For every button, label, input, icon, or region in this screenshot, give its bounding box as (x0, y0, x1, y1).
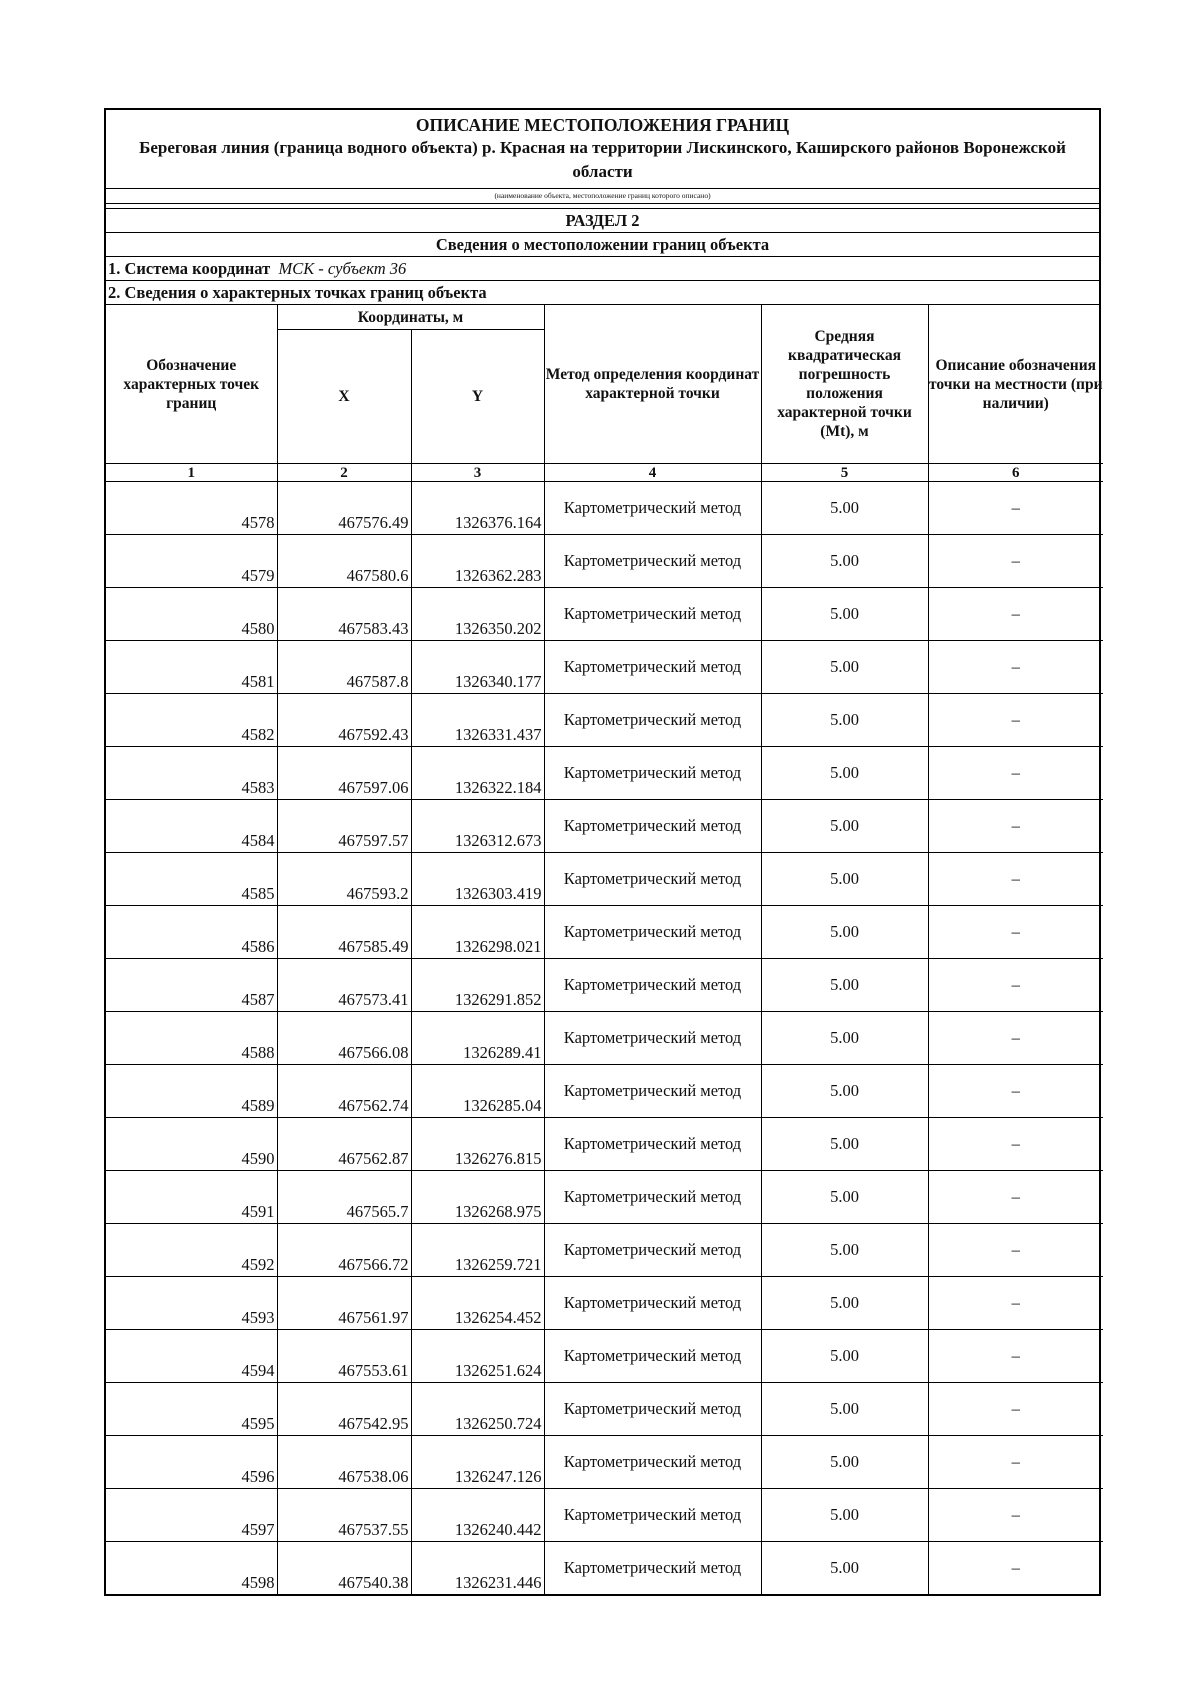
description-cell: – (928, 1012, 1103, 1065)
point-id-cell: 4597 (106, 1489, 277, 1542)
x-coordinate-cell: 467597.57 (277, 800, 411, 853)
error-cell: 5.00 (761, 800, 928, 853)
x-coordinate-cell: 467562.87 (277, 1118, 411, 1171)
y-coordinate-cell: 1326340.177 (411, 641, 544, 694)
y-coordinate-cell: 1326285.04 (411, 1065, 544, 1118)
header-x: X (277, 330, 411, 464)
y-coordinate-cell: 1326322.184 (411, 747, 544, 800)
table-row (106, 1330, 1103, 1383)
description-cell: – (928, 1277, 1103, 1330)
y-coordinate-cell: 1326240.442 (411, 1489, 544, 1542)
coordinate-system-row (106, 257, 1099, 281)
y-coordinate-cell: 1326362.283 (411, 535, 544, 588)
method-cell: Картометрический метод (544, 1065, 761, 1118)
error-cell: 5.00 (761, 1118, 928, 1171)
error-cell: 5.00 (761, 1489, 928, 1542)
method-cell: Картометрический метод (544, 906, 761, 959)
document-subtitle: Береговая линия (граница водного объекта) р. Красная на территории Лискинского, Каширского районов Воронежской области (139, 138, 1066, 181)
table-row (106, 853, 1103, 906)
point-id-cell: 4588 (106, 1012, 277, 1065)
point-id-cell: 4590 (106, 1118, 277, 1171)
description-cell: – (928, 1224, 1103, 1277)
points-table-body (106, 482, 1103, 1595)
method-cell: Картометрический метод (544, 1171, 761, 1224)
error-cell: 5.00 (761, 1330, 928, 1383)
method-cell: Картометрический метод (544, 1118, 761, 1171)
y-coordinate-cell: 1326289.41 (411, 1012, 544, 1065)
header-coordinates: Координаты, м (277, 305, 544, 330)
method-cell: Картометрический метод (544, 1542, 761, 1595)
table-row (106, 1542, 1103, 1595)
error-cell: 5.00 (761, 1065, 928, 1118)
error-cell: 5.00 (761, 959, 928, 1012)
header-mean-square-error: Средняя квадратическая погрешность положения характерной точки (Mt), м (761, 305, 928, 464)
description-cell: – (928, 1330, 1103, 1383)
x-coordinate-cell: 467587.8 (277, 641, 411, 694)
method-cell: Картометрический метод (544, 482, 761, 535)
y-coordinate-cell: 1326298.021 (411, 906, 544, 959)
boundary-description-document (104, 108, 1101, 1596)
point-id-cell: 4595 (106, 1383, 277, 1436)
point-id-cell: 4594 (106, 1330, 277, 1383)
table-row (106, 1065, 1103, 1118)
description-cell: – (928, 1383, 1103, 1436)
x-coordinate-cell: 467583.43 (277, 588, 411, 641)
method-cell: Картометрический метод (544, 694, 761, 747)
x-coordinate-cell: 467576.49 (277, 482, 411, 535)
table-row (106, 1012, 1103, 1065)
description-cell: – (928, 906, 1103, 959)
method-cell: Картометрический метод (544, 535, 761, 588)
method-cell: Картометрический метод (544, 1224, 761, 1277)
table-row (106, 694, 1103, 747)
point-id-cell: 4584 (106, 800, 277, 853)
description-cell: – (928, 800, 1103, 853)
table-row (106, 588, 1103, 641)
method-cell: Картометрический метод (544, 1383, 761, 1436)
error-cell: 5.00 (761, 1012, 928, 1065)
point-id-cell: 4586 (106, 906, 277, 959)
y-coordinate-cell: 1326276.815 (411, 1118, 544, 1171)
table-row (106, 906, 1103, 959)
x-coordinate-cell: 467593.2 (277, 853, 411, 906)
point-id-cell: 4593 (106, 1277, 277, 1330)
error-cell: 5.00 (761, 535, 928, 588)
header-point-designation: Обозначение характерных точек границ (106, 305, 277, 464)
table-row (106, 1383, 1103, 1436)
x-coordinate-cell: 467565.7 (277, 1171, 411, 1224)
error-cell: 5.00 (761, 588, 928, 641)
description-cell: – (928, 588, 1103, 641)
column-numbers-row (106, 464, 1103, 482)
point-id-cell: 4598 (106, 1542, 277, 1595)
point-id-cell: 4582 (106, 694, 277, 747)
x-coordinate-cell: 467562.74 (277, 1065, 411, 1118)
document-header (106, 110, 1099, 189)
table-row (106, 747, 1103, 800)
table-row (106, 1171, 1103, 1224)
header-method: Метод определения координат характерной точки (544, 305, 761, 464)
y-coordinate-cell: 1326250.724 (411, 1383, 544, 1436)
y-coordinate-cell: 1326251.624 (411, 1330, 544, 1383)
method-cell: Картометрический метод (544, 800, 761, 853)
table-row (106, 482, 1103, 535)
header-point-description: Описание обозначения точки на местности (при наличии) (928, 305, 1103, 464)
table-row (106, 641, 1103, 694)
description-cell: – (928, 1065, 1103, 1118)
method-cell: Картометрический метод (544, 1436, 761, 1489)
method-cell: Картометрический метод (544, 1489, 761, 1542)
description-cell: – (928, 747, 1103, 800)
x-coordinate-cell: 467597.06 (277, 747, 411, 800)
y-coordinate-cell: 1326350.202 (411, 588, 544, 641)
x-coordinate-cell: 467566.08 (277, 1012, 411, 1065)
description-cell: – (928, 694, 1103, 747)
object-caption: (наименование объекта, местоположение границ которого описано) (106, 189, 1099, 204)
column-number: 3 (411, 464, 544, 482)
column-number: 4 (544, 464, 761, 482)
point-id-cell: 4587 (106, 959, 277, 1012)
error-cell: 5.00 (761, 853, 928, 906)
column-number: 2 (277, 464, 411, 482)
y-coordinate-cell: 1326254.452 (411, 1277, 544, 1330)
point-id-cell: 4581 (106, 641, 277, 694)
point-id-cell: 4592 (106, 1224, 277, 1277)
error-cell: 5.00 (761, 906, 928, 959)
method-cell: Картометрический метод (544, 853, 761, 906)
x-coordinate-cell: 467537.55 (277, 1489, 411, 1542)
error-cell: 5.00 (761, 1171, 928, 1224)
coordinate-system-value: МСК - субъект 36 (278, 259, 407, 278)
description-cell: – (928, 1171, 1103, 1224)
x-coordinate-cell: 467540.38 (277, 1542, 411, 1595)
description-cell: – (928, 535, 1103, 588)
point-id-cell: 4589 (106, 1065, 277, 1118)
description-cell: – (928, 853, 1103, 906)
point-id-cell: 4578 (106, 482, 277, 535)
x-coordinate-cell: 467553.61 (277, 1330, 411, 1383)
table-row (106, 1489, 1103, 1542)
coordinate-system-label: 1. Система координат (108, 259, 271, 278)
table-row (106, 1118, 1103, 1171)
x-coordinate-cell: 467585.49 (277, 906, 411, 959)
y-coordinate-cell: 1326259.721 (411, 1224, 544, 1277)
y-coordinate-cell: 1326376.164 (411, 482, 544, 535)
x-coordinate-cell: 467580.6 (277, 535, 411, 588)
point-id-cell: 4591 (106, 1171, 277, 1224)
section-title: Сведения о местоположении границ объекта (106, 233, 1099, 257)
point-id-cell: 4583 (106, 747, 277, 800)
points-heading: 2. Сведения о характерных точках границ объекта (106, 281, 1099, 305)
error-cell: 5.00 (761, 1277, 928, 1330)
header-y: Y (411, 330, 544, 464)
y-coordinate-cell: 1326291.852 (411, 959, 544, 1012)
method-cell: Картометрический метод (544, 1277, 761, 1330)
error-cell: 5.00 (761, 694, 928, 747)
table-row (106, 535, 1103, 588)
y-coordinate-cell: 1326268.975 (411, 1171, 544, 1224)
point-id-cell: 4596 (106, 1436, 277, 1489)
section-number: РАЗДЕЛ 2 (106, 209, 1099, 233)
x-coordinate-cell: 467542.95 (277, 1383, 411, 1436)
description-cell: – (928, 1436, 1103, 1489)
point-id-cell: 4580 (106, 588, 277, 641)
x-coordinate-cell: 467561.97 (277, 1277, 411, 1330)
column-number: 1 (106, 464, 277, 482)
x-coordinate-cell: 467592.43 (277, 694, 411, 747)
y-coordinate-cell: 1326331.437 (411, 694, 544, 747)
table-row (106, 1436, 1103, 1489)
x-coordinate-cell: 467566.72 (277, 1224, 411, 1277)
method-cell: Картометрический метод (544, 959, 761, 1012)
column-number: 5 (761, 464, 928, 482)
table-row (106, 800, 1103, 853)
y-coordinate-cell: 1326303.419 (411, 853, 544, 906)
method-cell: Картометрический метод (544, 641, 761, 694)
description-cell: – (928, 482, 1103, 535)
error-cell: 5.00 (761, 641, 928, 694)
points-table (106, 305, 1103, 1594)
y-coordinate-cell: 1326247.126 (411, 1436, 544, 1489)
y-coordinate-cell: 1326312.673 (411, 800, 544, 853)
description-cell: – (928, 1489, 1103, 1542)
table-row (106, 1224, 1103, 1277)
error-cell: 5.00 (761, 482, 928, 535)
point-id-cell: 4585 (106, 853, 277, 906)
description-cell: – (928, 641, 1103, 694)
x-coordinate-cell: 467573.41 (277, 959, 411, 1012)
header-row (106, 305, 1103, 330)
table-row (106, 959, 1103, 1012)
method-cell: Картометрический метод (544, 1330, 761, 1383)
method-cell: Картометрический метод (544, 588, 761, 641)
y-coordinate-cell: 1326231.446 (411, 1542, 544, 1595)
document-title: ОПИСАНИЕ МЕСТОПОЛОЖЕНИЯ ГРАНИЦ (415, 115, 790, 135)
description-cell: – (928, 959, 1103, 1012)
x-coordinate-cell: 467538.06 (277, 1436, 411, 1489)
error-cell: 5.00 (761, 1436, 928, 1489)
method-cell: Картометрический метод (544, 1012, 761, 1065)
description-cell: – (928, 1542, 1103, 1595)
error-cell: 5.00 (761, 747, 928, 800)
error-cell: 5.00 (761, 1542, 928, 1595)
table-row (106, 1277, 1103, 1330)
point-id-cell: 4579 (106, 535, 277, 588)
column-number: 6 (928, 464, 1103, 482)
error-cell: 5.00 (761, 1224, 928, 1277)
description-cell: – (928, 1118, 1103, 1171)
method-cell: Картометрический метод (544, 747, 761, 800)
error-cell: 5.00 (761, 1383, 928, 1436)
